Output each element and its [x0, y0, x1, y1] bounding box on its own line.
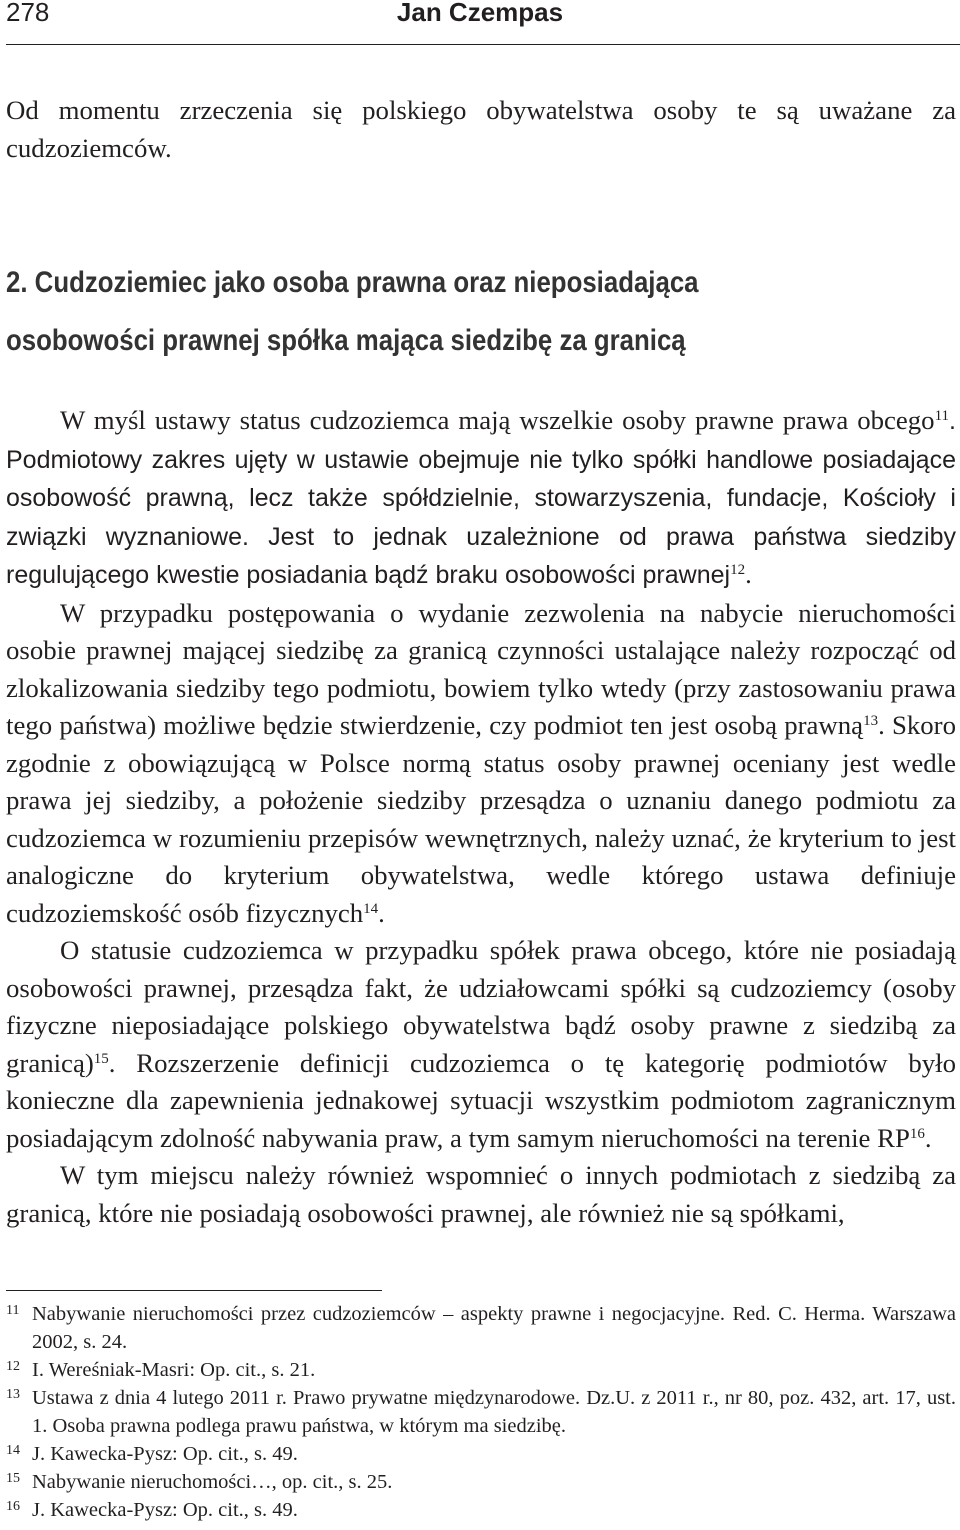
- paragraph-other-entities: W tym miejscu należy również wspomnieć o innych podmiotach z siedzibą za granicą, które nie posiadają osobowości prawnej, ale również nie są spółkami,: [6, 1160, 956, 1228]
- footnote-item: [6, 1356, 956, 1384]
- footnote-item: [6, 1384, 956, 1440]
- footnote-ref-15: 15: [93, 1050, 109, 1067]
- paragraph-permit-procedure: W przypadku postępowania o wydanie zezwolenia na nabycie nieruchomości osobie prawnej mającej siedzibę za granicą czynności ustalające należy rozpocząć od zlokalizowania siedziby tego podmiotu, bowiem tylko wtedy (przy zastosowaniu prawa tego państwa) możliwe będzie stwierdzenie, czy podmiot ten jest osobą prawną$^{13}$. Skoro zgodnie z obowiązującą w Polsce normą status osoby prawnej oceniany jest wedle prawa jej siedziby, a położenie siedziby przesądza o uznaniu danego podmiotu za cudzoziemca w rozumieniu przepisów wewnętrznych, należy uznać, że kryterium to jest analogiczne do kryterium obywatelstwa, wedle którego ustawa definiuje cudzoziemskość osób fizycznych$^{14}$.: [6, 597, 956, 928]
- footnote-text: Ustawa z dnia 4 lutego 2011 r. Prawo prywatne międzynarodowe. Dz.U. z 2011 r., nr 80, poz. 432, art. 17, ust. 1. Osoba prawna podlega prawu państwa, w którym ma siedzibę.: [32, 1387, 956, 1437]
- footnote-ref-12: 12: [730, 562, 746, 578]
- footnote-number: 14: [6, 1443, 20, 1458]
- section-title-line-2: osobowości prawnej spółka mająca siedzibę za granicą: [6, 324, 686, 357]
- footnote-ref-14: 14: [363, 900, 379, 917]
- footnote-text: Nabywanie nieruchomości…, op. cit., s. 25.: [32, 1471, 393, 1493]
- footnote-item: [6, 1440, 956, 1468]
- footnotes: [6, 1300, 956, 1524]
- footnote-ref-13: 13: [863, 713, 879, 729]
- section-title: [6, 254, 823, 370]
- footnote-text: I. Wereśniak-Masri: Op. cit., s. 21.: [32, 1359, 316, 1381]
- footnote-number: 16: [6, 1499, 20, 1514]
- paragraph-legal-persons: W myśl ustawy status cudzoziemca mają wszelkie osoby prawne prawa obcego$^{11}$. Podmiotowy zakres ujęty w ustawie obejmuje nie tylko spółki handlowe posiadające osobowość prawną, lecz także spółdzielnie, stowarzyszenia, fundacje, Kościoły i związki wyznaniowe. Jest to jednak uzależnione od prawa państwa siedziby regulującego kwestie posiadania bądź braku osobowości prawnej$^{12}$.: [6, 405, 956, 589]
- footnote-item: [6, 1300, 956, 1356]
- paragraph-intro: Od momentu zrzeczenia się polskiego obywatelstwa osoby te są uważane za cudzoziemców.: [6, 95, 956, 163]
- header-rule: [6, 44, 960, 45]
- section-body: [6, 402, 956, 1232]
- footnote-text: J. Kawecka-Pysz: Op. cit., s. 49.: [32, 1443, 298, 1465]
- footnote-item: [6, 1496, 956, 1524]
- footnote-ref-16: 16: [909, 1125, 925, 1142]
- footnote-text: J. Kawecka-Pysz: Op. cit., s. 49.: [32, 1499, 298, 1521]
- section-title-line-1: 2. Cudzoziemiec jako osoba prawna oraz nieposiadająca: [6, 266, 699, 299]
- page-header: [0, 0, 960, 46]
- footnote-text: Nabywanie nieruchomości przez cudzoziemców – aspekty prawne i negocjacyjne. Red. C. Herma. Warszawa 2002, s. 24.: [32, 1303, 956, 1353]
- footnote-number: 11: [6, 1303, 20, 1318]
- paragraph-foreign-companies: O statusie cudzoziemca w przypadku spółek prawa obcego, które nie posiadają osobowości prawnej, przesądza fakt, że udziałowcami spółki są cudzoziemcy (osoby fizyczne nieposiadające polskiego obywatelstwa bądź osoby prawne z siedzibą za granicą)$^{15}$. Rozszerzenie definicji cudzoziemca o tę kategorię podmiotów było konieczne dla zapewnienia jednakowej sytuacji wszystkim podmiotom zagranicznym posiadającym zdolność nabywania praw, a tym samym nieruchomości na terenie RP$^{16}$.: [6, 935, 956, 1153]
- page-number: 278: [6, 0, 50, 27]
- footnote-item: [6, 1468, 956, 1496]
- footnote-separator: [6, 1290, 382, 1291]
- running-head-author: Jan Czempas: [396, 0, 564, 27]
- footnote-number: 15: [6, 1471, 20, 1486]
- footnote-ref-11: 11: [934, 408, 950, 424]
- footnote-number: 12: [6, 1359, 20, 1374]
- footnote-number: 13: [6, 1387, 20, 1402]
